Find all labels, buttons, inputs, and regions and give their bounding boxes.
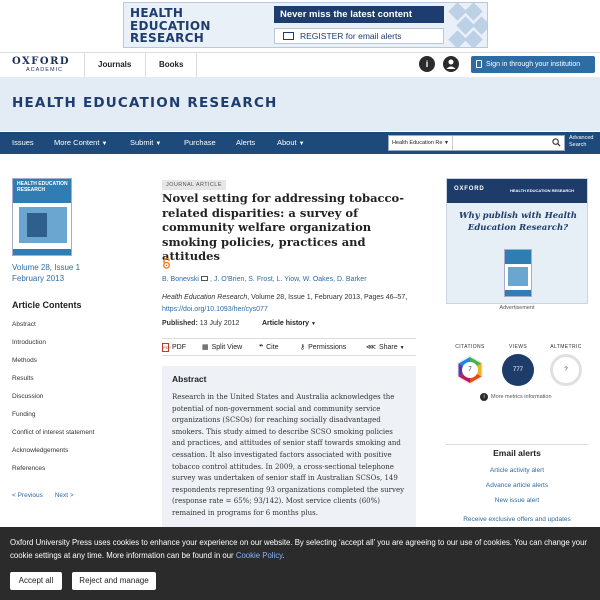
lock-icon [476, 60, 482, 68]
email-alerts-heading: Email alerts [493, 448, 541, 458]
toc-item-methods[interactable]: Methods [12, 357, 37, 364]
ad-register-button[interactable] [274, 28, 444, 44]
info-icon: i [480, 393, 488, 401]
cookie-policy-link[interactable]: Cookie Policy [235, 550, 283, 560]
permissions-label: Permissions [308, 344, 347, 351]
nav-issues[interactable] [12, 132, 34, 154]
top-ad-strip [0, 0, 600, 52]
publish-ad[interactable] [446, 178, 588, 304]
split-view-icon: ▦ [202, 344, 209, 351]
nav-about[interactable] [277, 132, 305, 154]
accept-all-button[interactable]: Accept all [10, 572, 62, 590]
publication-info [162, 320, 416, 327]
signin-label: Sign in through your institution [486, 61, 581, 68]
doi-link[interactable]: https://doi.org/10.1093/her/cys077 [162, 305, 268, 313]
journal-title[interactable]: HEALTH EDUCATION RESEARCH [12, 95, 278, 111]
toc-list [12, 320, 142, 482]
cookie-text-end: . [282, 550, 285, 560]
cookie-message [10, 537, 590, 562]
advance-article-alerts-link[interactable]: Advance article alerts [485, 482, 549, 489]
ad-title-line-1: HEALTH [130, 6, 184, 20]
journals-link[interactable]: Journals [98, 60, 132, 69]
nav-label: About [277, 138, 297, 147]
issue-link[interactable] [12, 262, 80, 284]
metric-label: CITATIONS [455, 344, 485, 350]
co-authors-links[interactable]: , J. O'Brien, S. Frost, L. Yiow, W. Oakes, D. Barker [209, 276, 367, 283]
ad-decoration [449, 3, 488, 48]
corresponding-author-link[interactable]: B. Bonevski [162, 276, 199, 283]
article-activity-alert-link[interactable]: Article activity alert [489, 467, 545, 474]
citations-metric[interactable] [450, 344, 490, 373]
previous-article-link[interactable]: < Previous [12, 492, 43, 499]
share-icon: ⋘ [366, 344, 376, 351]
cite-label: Cite [266, 344, 279, 351]
citation-details: , Volume 28, Issue 1, February 2013, Pages 46–57, [247, 294, 408, 301]
share-button[interactable] [366, 339, 405, 357]
open-access-icon [162, 258, 171, 269]
advanced-search-link[interactable] [569, 135, 599, 151]
ad-tagline: Never miss the latest content [274, 6, 444, 23]
nav-alerts[interactable] [236, 132, 255, 154]
views-count: 777 [502, 354, 534, 386]
cite-button[interactable] [259, 339, 279, 357]
ad-journal-name: HEALTH EDUCATION RESEARCH [510, 188, 575, 193]
brand-name: OXFORD [12, 56, 71, 67]
nav-purchase[interactable] [184, 132, 216, 154]
search-scope-select[interactable] [389, 136, 453, 150]
chevron-down-icon: ▼ [444, 140, 449, 146]
cover-title: HEALTH EDUCATION RESEARCH [17, 181, 68, 193]
more-metrics-link[interactable] [480, 393, 552, 401]
advanced-search-line-2: Search [569, 142, 587, 148]
split-view-label: Split View [211, 344, 243, 351]
toc-item-results[interactable]: Results [12, 375, 34, 382]
cookie-text: Oxford University Press uses cookies to enhance your experience on our website. By selecting ‘accept all’ you are agreeing to our use of cookies. You can change your cookie settings at any time. More information can be found in our [10, 538, 588, 560]
abstract-text: Research in the United States and Australia acknowledges the potential of non-government social and community service organizations (SCSOs) for reaching socially disadvantaged smokers. This study aimed to describe SCSO smoking policies and practices, and attitudes of senior staff towards smoking and cessation. It also investigated factors associated with positive tobacco control attitudes. In 2009, a cross-sectional telephone survey was undertaken of senior staff in Australian SCSOs, 149 respondents representing 93 organizations completed the survey (response rate = 65%; 93/142). Most service clients (60%) remained in programs for 6 months plus. [172, 393, 405, 517]
article-history-label: Article history [262, 320, 310, 327]
ad-title-line-3: RESEARCH [130, 31, 205, 45]
pdf-label: PDF [172, 344, 186, 351]
nav-label: Issues [12, 138, 34, 147]
ad-journal-title [130, 7, 270, 45]
chevron-down-icon: ▼ [311, 321, 316, 327]
article-pager [12, 492, 84, 499]
ad-question: Why publish with Health Education Research? [459, 211, 577, 233]
abstract-heading: Abstract [172, 374, 207, 384]
pdf-icon: PDF [163, 344, 171, 350]
chevron-down-icon: ▼ [298, 141, 305, 147]
header-divider [196, 53, 197, 77]
nav-submit[interactable] [130, 132, 161, 154]
oxford-academic-logo[interactable] [12, 56, 72, 76]
permissions-button[interactable] [300, 339, 346, 357]
nav-label: Purchase [184, 138, 216, 147]
search-scope-value: Health Education Re [392, 140, 443, 146]
books-link[interactable]: Books [159, 60, 184, 69]
views-metric[interactable] [498, 344, 538, 373]
site-header [0, 52, 600, 76]
article-title: Novel setting for addressing tobacco-related disparities: a survey of community welfare organization smoking policies, practices and attitudes [162, 191, 404, 263]
abstract-section [162, 366, 416, 536]
exclusive-offers-link[interactable]: Receive exclusive offers and updates [463, 516, 571, 523]
share-label: Share [378, 344, 398, 351]
ad-cover-image [504, 249, 532, 297]
ad-oxford-logo: OXFORD [454, 186, 485, 192]
published-date: 13 July 2012 [199, 320, 240, 327]
issue-cover[interactable] [12, 178, 72, 256]
toc-item-references[interactable]: References [12, 465, 46, 472]
journal-nav [0, 132, 600, 154]
cookie-banner [0, 527, 600, 600]
split-view-button[interactable] [202, 339, 242, 357]
chevron-down-icon: ▼ [399, 345, 405, 351]
more-metrics-label: More metrics information [491, 394, 552, 400]
toc-item-introduction[interactable]: Introduction [12, 339, 46, 346]
toc-item-acknowledgements[interactable]: Acknowledgements [12, 447, 69, 454]
institution-signin-button[interactable] [471, 56, 595, 73]
ad-title-line-2: EDUCATION [130, 18, 211, 33]
header-divider [84, 53, 85, 77]
pdf-button[interactable] [162, 339, 186, 357]
article-type-badge: JOURNAL ARTICLE [162, 180, 226, 190]
toc-item-funding[interactable]: Funding [12, 411, 36, 418]
brand-sub: ACADEMIC [26, 67, 64, 73]
article-toolbar [162, 338, 416, 356]
next-article-link[interactable]: Next > [54, 492, 74, 499]
email-alerts-box [446, 444, 588, 523]
nav-more-content[interactable] [54, 132, 107, 154]
issue-volume: Volume 28, Issue 1 [12, 263, 81, 272]
altmetric-metric[interactable] [546, 344, 586, 373]
metric-label: VIEWS [508, 344, 528, 350]
new-issue-alert-link[interactable]: New issue alert [494, 497, 540, 504]
journal-title-band [0, 77, 600, 131]
published-label: Published: [162, 320, 198, 327]
altmetric-score: ? [550, 354, 582, 386]
toc-item-conflict[interactable]: Conflict of interest statement [12, 429, 95, 436]
info-icon[interactable]: i [419, 56, 435, 72]
reject-and-manage-button[interactable]: Reject and manage [72, 572, 156, 590]
nav-label: More Content [54, 138, 100, 147]
advertisement-label: Advertisement [499, 305, 535, 311]
article-metrics [446, 344, 588, 414]
article-history-toggle[interactable] [262, 320, 316, 327]
header-divider [145, 53, 146, 77]
nav-label: Submit [130, 138, 154, 147]
search-icon[interactable] [552, 138, 561, 147]
citation-journal: Health Education Research [162, 294, 248, 301]
author-list [162, 275, 416, 285]
key-icon: ⚷ [300, 344, 306, 351]
toc-heading: Article Contents [12, 300, 82, 310]
user-account-icon[interactable] [443, 56, 459, 72]
email-alert-ad[interactable] [123, 2, 488, 48]
search-box [388, 135, 565, 151]
toc-item-abstract[interactable]: Abstract [12, 321, 36, 328]
issue-date: February 2013 [12, 274, 65, 283]
envelope-icon [283, 32, 294, 40]
email-icon[interactable] [201, 276, 208, 281]
toc-item-discussion[interactable]: Discussion [12, 393, 44, 400]
advanced-search-line-1: Advanced [569, 135, 594, 141]
nav-label: Alerts [236, 138, 256, 147]
citations-count: 7 [468, 367, 472, 373]
chevron-down-icon: ▼ [101, 141, 108, 147]
chevron-down-icon: ▼ [155, 141, 162, 147]
citation-line [162, 292, 416, 315]
quote-icon: ❝ [259, 344, 264, 351]
metric-label: ALTMETRIC [550, 344, 582, 350]
ad-register-label: REGISTER for email alerts [300, 31, 402, 41]
